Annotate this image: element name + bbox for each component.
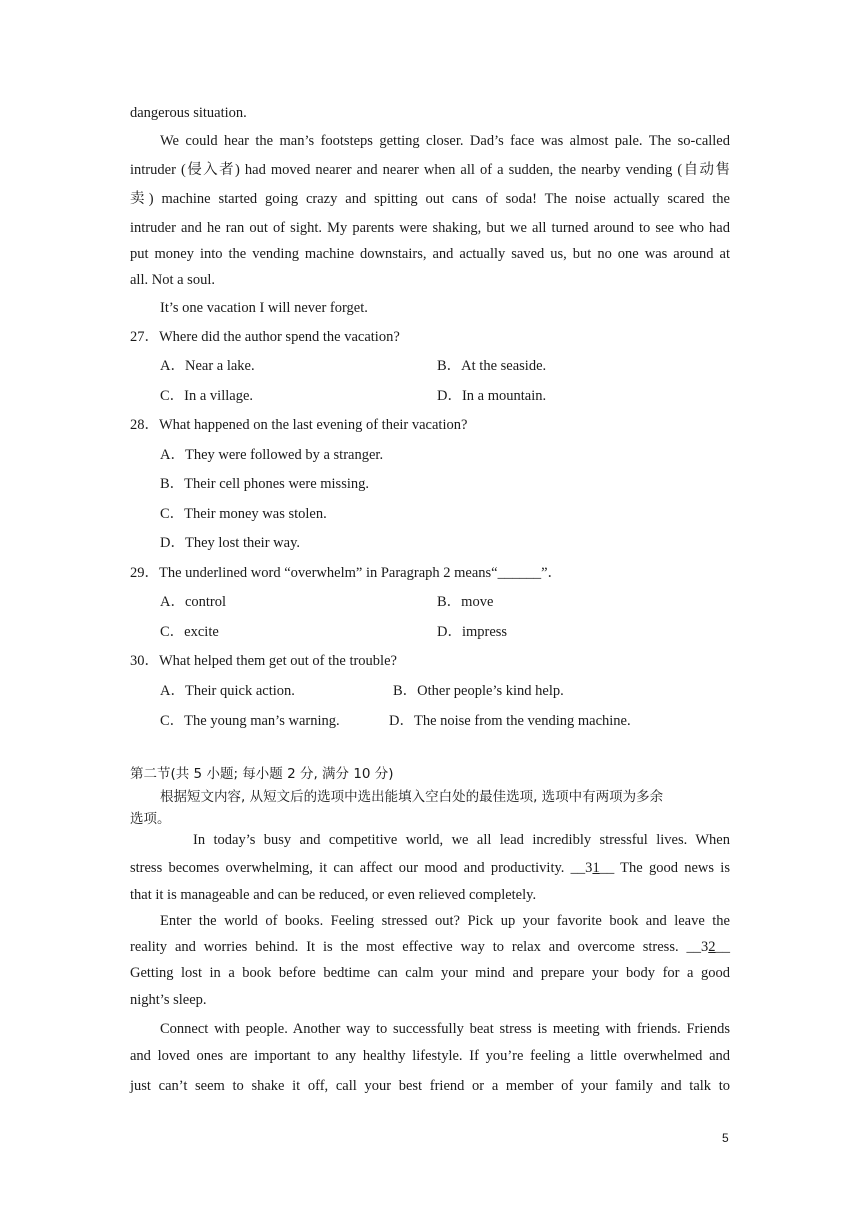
passage-line: put money into the vending machine downstairs, and actually saved us, but no one was around at <box>130 246 730 262</box>
question-stem: 28．What happened on the last evening of their vacation? <box>130 417 468 433</box>
answer-option: C．Their money was stolen. <box>160 506 327 522</box>
passage-line: all. Not a soul. <box>130 272 215 288</box>
answer-option: A．control <box>160 594 227 610</box>
answer-option: C．The young man’s warning. <box>160 713 340 729</box>
page-number: 5 <box>722 1131 729 1145</box>
passage-line: night’s sleep. <box>130 992 207 1008</box>
passage-line: Enter the world of books. Feeling stressed out? Pick up your favorite book and leave the <box>160 913 730 929</box>
passage-line: In today’s busy and competitive world, we all lead incredibly stressful lives. When <box>193 832 730 848</box>
passage-line: dangerous situation. <box>130 105 247 121</box>
passage-line: and loved ones are important to any healthy lifestyle. If you’re feeling a little overwhelmed and <box>130 1048 730 1064</box>
answer-option: A．Near a lake. <box>160 358 255 374</box>
blank-31: 1 <box>592 860 600 876</box>
passage-line: Connect with people. Another way to successfully beat stress is meeting with friends. Friends <box>160 1021 730 1037</box>
answer-option: D．impress <box>437 624 508 640</box>
section-instructions: 选项。 <box>130 811 171 827</box>
question-stem: 30．What helped them get out of the trouble? <box>130 653 397 669</box>
answer-option: A．They were followed by a stranger. <box>160 447 384 463</box>
question-stem: 29．The underlined word “overwhelm” in Paragraph 2 means“______”． <box>130 565 563 581</box>
answer-option: B．At the seaside. <box>437 358 547 374</box>
passage-line: that it is manageable and can be reduced, or even relieved completely. <box>130 887 537 903</box>
passage-line: It’s one vacation I will never forget. <box>160 300 368 316</box>
section-heading: 第二节(共 5 小题; 每小题 2 分, 满分 10 分) <box>130 766 394 782</box>
blank-32: 2 <box>708 939 716 955</box>
passage-line: intruder and he ran out of sight. My parents were shaking, but we all turned around to see who had <box>130 220 730 236</box>
passage-line: stress becomes overwhelming, it can affect our mood and productivity. __31__ The good news is <box>130 860 730 876</box>
answer-option: A．Their quick action. <box>160 683 295 699</box>
answer-option: C．In a village. <box>160 388 254 404</box>
passage-line: Getting lost in a book before bedtime can calm your mind and prepare your body for a good <box>130 965 730 981</box>
passage-line: 卖) machine started going crazy and spitting out cans of soda! The noise actually scared the <box>130 191 730 207</box>
answer-option: D．They lost their way. <box>160 535 301 551</box>
answer-option: D．The noise from the vending machine. <box>389 713 631 729</box>
answer-option: C．excite <box>160 624 219 640</box>
answer-option: B．Other people’s kind help. <box>393 683 564 699</box>
answer-option: B．move <box>437 594 494 610</box>
section-instructions: 根据短文内容, 从短文后的选项中选出能填入空白处的最佳选项, 选项中有两项为多余 <box>160 789 664 805</box>
question-stem: 27．Where did the author spend the vacation? <box>130 329 400 345</box>
passage-line: We could hear the man’s footsteps getting closer. Dad’s face was almost pale. The so-called <box>160 133 730 149</box>
passage-line: just can’t seem to shake it off, call your best friend or a member of your family and talk to <box>130 1078 730 1094</box>
passage-line: intruder (侵入者) had moved nearer and nearer when all of a sudden, the nearby vending (自动售 <box>130 162 730 178</box>
answer-option: B．Their cell phones were missing. <box>160 476 369 492</box>
answer-option: D．In a mountain. <box>437 388 547 404</box>
passage-line: reality and worries behind. It is the most effective way to relax and overcome stress. __32__ <box>130 939 730 955</box>
